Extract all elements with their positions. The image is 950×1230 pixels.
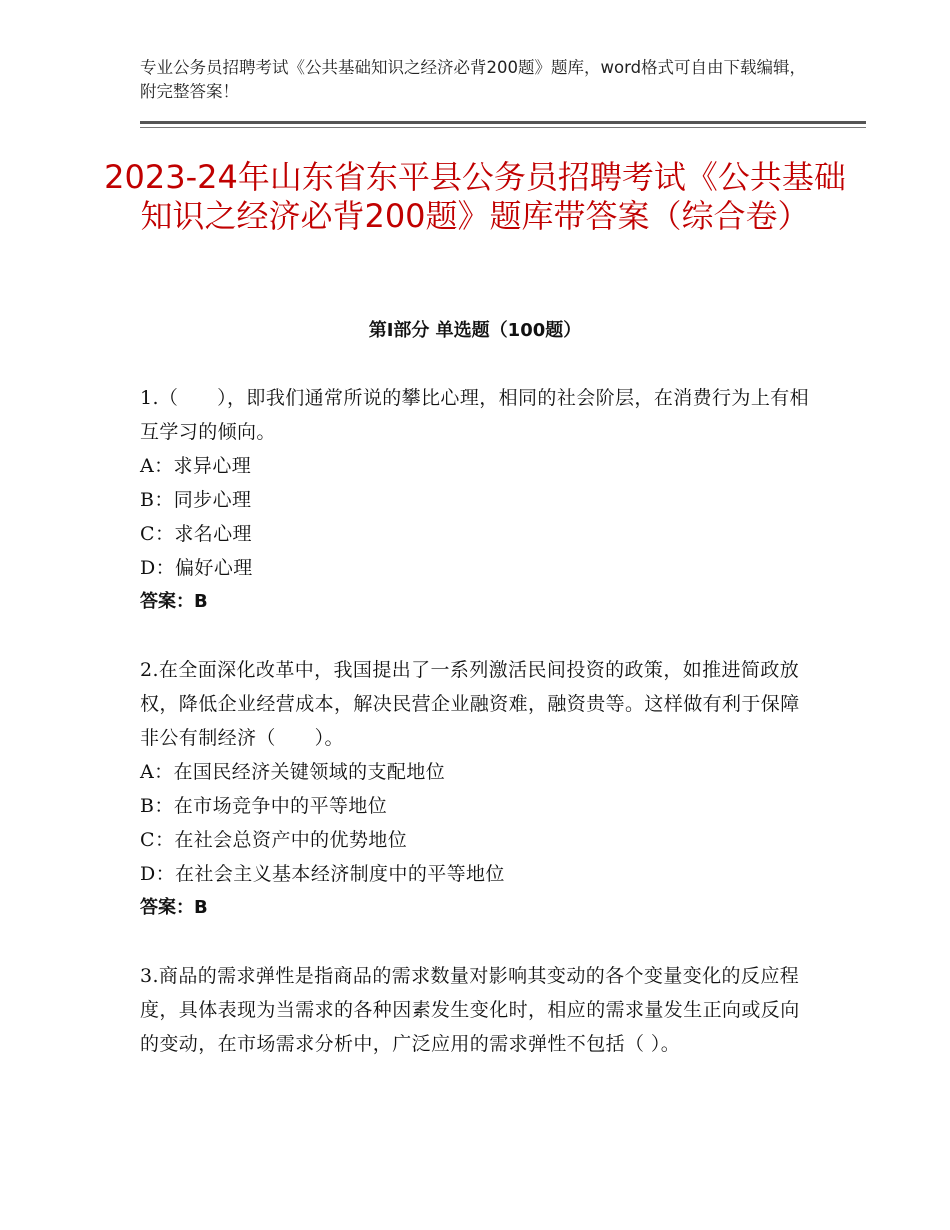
answer-label: 答案：B [140, 591, 208, 612]
answer-label: 答案：B [140, 897, 208, 918]
option-c: C：在社会总资产中的优势地位 [140, 829, 408, 851]
question-2 [140, 653, 810, 925]
option-b: B：在市场竞争中的平等地位 [140, 795, 388, 817]
document-title: 2023-24年山东省东平县公务员招聘考试《公共基础知识之经济必背200题》题库带答案（综合卷） [104, 158, 846, 235]
option-d: D：在社会主义基本经济制度中的平等地位 [140, 863, 505, 885]
question-stem: 3.商品的需求弹性是指商品的需求数量对影响其变动的各个变量变化的反应程度，具体表现为当需求的各种因素发生变化时，相应的需求量发生正向或反向的变动，在市场需求分析中，广泛应用的需求弹性不包括（ ）。 [140, 965, 800, 1055]
option-d: D：偏好心理 [140, 557, 253, 579]
option-c: C：求名心理 [140, 523, 252, 545]
header-divider-thin [140, 127, 866, 128]
header-divider-thick [140, 121, 866, 124]
question-stem: 2.在全面深化改革中，我国提出了一系列激活民间投资的政策，如推进简政放权，降低企业经营成本，解决民营企业融资难，融资贵等。这样做有利于保障非公有制经济（ ）。 [140, 659, 800, 749]
option-a: A：求异心理 [140, 455, 252, 477]
question-1 [140, 381, 810, 619]
question-stem: 1.（ ），即我们通常所说的攀比心理，相同的社会阶层，在消费行为上有相互学习的倾向。 [140, 387, 810, 443]
header-note: 专业公务员招聘考试《公共基础知识之经济必背200题》题库，word格式可自由下载编辑，附完整答案！ [140, 58, 807, 101]
section-heading: 第I部分 单选题（100题） [368, 320, 582, 341]
question-3 [140, 959, 810, 1061]
option-b: B：同步心理 [140, 489, 252, 511]
option-a: A：在国民经济关键领域的支配地位 [140, 761, 446, 783]
